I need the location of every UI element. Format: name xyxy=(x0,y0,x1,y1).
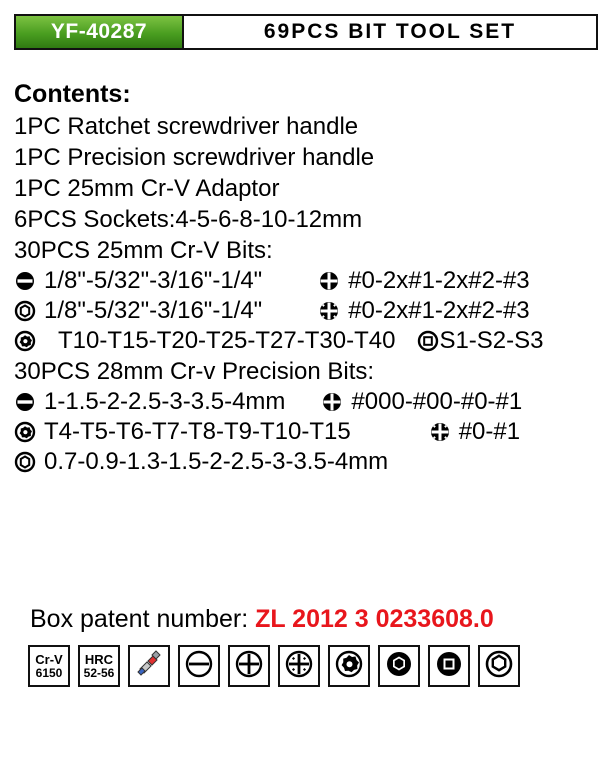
bit-row xyxy=(14,296,600,326)
bit-sizes: T10-T15-T20-T25-T27-T30-T40 xyxy=(58,327,396,354)
content-line: 1PC Ratchet screwdriver handle xyxy=(14,113,359,140)
phillips-bit-icon xyxy=(318,270,340,292)
bit-sizes: #0-2x#1-2x#2-#3 xyxy=(348,297,530,324)
pozidriv-icon-badge xyxy=(278,645,320,687)
product-code: YF-40287 xyxy=(50,20,148,43)
bit-sizes: S1-S2-S3 xyxy=(439,327,544,354)
bit-row xyxy=(14,326,600,356)
hrc-label: HRC xyxy=(84,651,114,667)
content-line: 1PC Precision screwdriver handle xyxy=(14,144,375,171)
page-title: 69PCS BIT TOOL SET xyxy=(263,20,517,43)
hex-socket-bit-icon xyxy=(14,300,36,322)
badge-strip xyxy=(28,645,520,687)
content-line: 6PCS Sockets:4-5-6-8-10-12mm xyxy=(14,206,363,233)
phillips-bit-icon xyxy=(321,391,343,413)
patent-number: ZL 2012 3 0233608.0 xyxy=(255,605,494,633)
bit-sizes: 0.7-0.9-1.3-1.5-2-2.5-3-3.5-4mm xyxy=(44,448,389,475)
phillips-bit-icon xyxy=(234,649,264,684)
content-line: 30PCS 25mm Cr-V Bits: xyxy=(14,237,273,264)
product-code-block xyxy=(16,16,184,48)
patent-label: Box patent number: xyxy=(30,605,256,633)
square-bit-icon xyxy=(434,649,464,684)
bit-sizes: 1/8"-5/32"-3/16"-1/4" xyxy=(44,267,263,294)
magnet-icon xyxy=(133,648,165,685)
crv-material-badge xyxy=(28,645,70,687)
slotted-icon-badge xyxy=(178,645,220,687)
crv-material-label: Cr-V xyxy=(35,651,63,667)
header-bar xyxy=(14,14,598,50)
torx-bit-icon xyxy=(14,421,36,443)
bit-row xyxy=(14,447,600,477)
hex-socket-bit-icon xyxy=(484,649,514,684)
torx-bit-icon xyxy=(14,330,36,352)
square-bit-icon xyxy=(417,330,439,352)
hex-icon-badge xyxy=(378,645,420,687)
hex-socket-icon-badge xyxy=(478,645,520,687)
crv-grade-label: 6150 xyxy=(35,665,63,680)
pozidriv-bit-icon xyxy=(318,300,340,322)
bit-sizes: #000-#00-#0-#1 xyxy=(351,388,523,415)
bit-sizes: T4-T5-T6-T7-T8-T9-T10-T15 xyxy=(44,418,351,445)
bit-row xyxy=(14,266,600,296)
bit-sizes: #0-#1 xyxy=(458,418,521,445)
slotted-bit-icon xyxy=(14,391,36,413)
hrc-range-label: 52-56 xyxy=(83,665,115,680)
bit-sizes: 1-1.5-2-2.5-3-3.5-4mm xyxy=(44,388,286,415)
pozidriv-bit-icon xyxy=(429,421,451,443)
precision-heading: 30PCS 28mm Cr-v Precision Bits: xyxy=(14,358,375,385)
hrc-hardness-badge xyxy=(78,645,120,687)
slotted-bit-icon xyxy=(184,649,214,684)
content-line: 1PC 25mm Cr-V Adaptor xyxy=(14,175,280,202)
contents-section xyxy=(14,80,600,477)
torx-icon-badge xyxy=(328,645,370,687)
product-title-block xyxy=(184,16,596,48)
torx-bit-icon xyxy=(334,649,364,684)
bit-row xyxy=(14,387,600,417)
bit-sizes: #0-2x#1-2x#2-#3 xyxy=(348,267,530,294)
hex-bit-icon xyxy=(384,649,414,684)
bit-row xyxy=(14,417,600,447)
phillips-icon-badge xyxy=(228,645,270,687)
contents-heading: Contents: xyxy=(14,80,131,108)
patent-line xyxy=(30,605,494,634)
hex-socket-bit-icon xyxy=(14,451,36,473)
square-icon-badge xyxy=(428,645,470,687)
bit-sizes: 1/8"-5/32"-3/16"-1/4" xyxy=(44,297,263,324)
pozidriv-bit-icon xyxy=(284,649,314,684)
magnetic-badge xyxy=(128,645,170,687)
slotted-bit-icon xyxy=(14,270,36,292)
